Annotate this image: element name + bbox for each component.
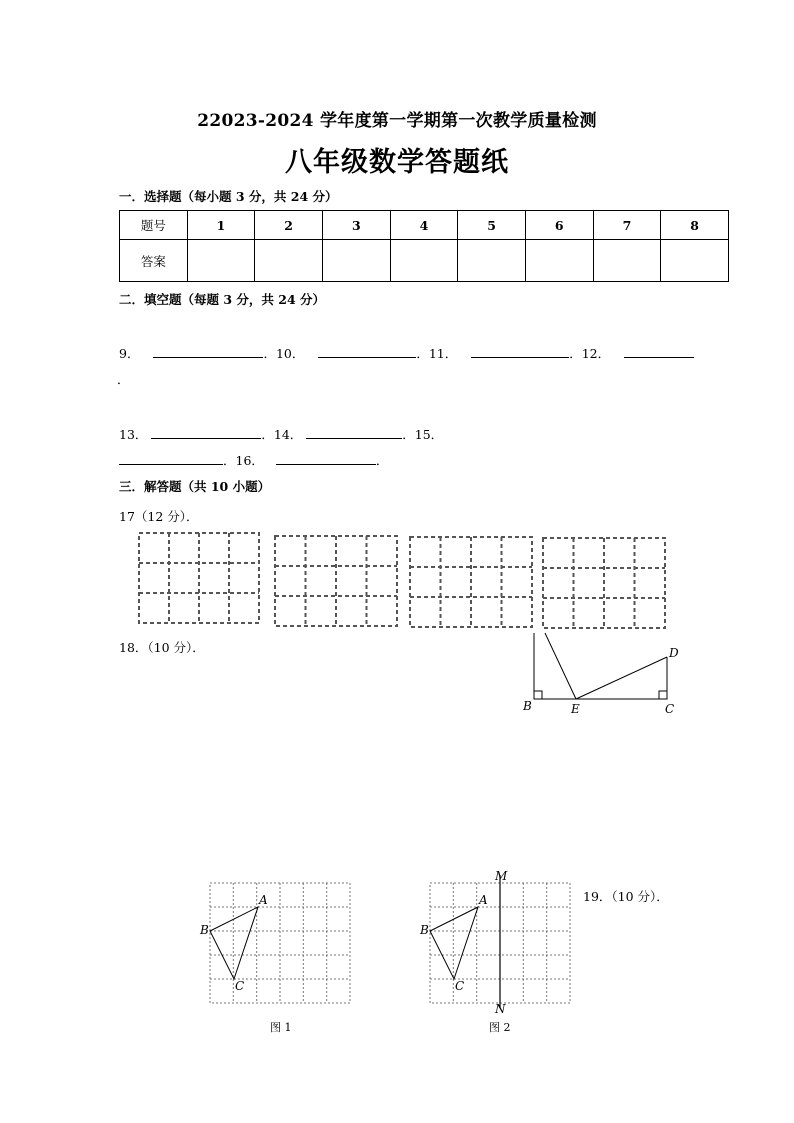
point-e-label: E bbox=[571, 702, 580, 716]
q12-trailing-period: ． bbox=[117, 372, 130, 387]
q9-blank[interactable] bbox=[153, 345, 263, 358]
question-number: 7 bbox=[593, 211, 661, 240]
point-c-label: C bbox=[665, 702, 675, 716]
question-number: 6 bbox=[525, 211, 593, 240]
triangle-abc bbox=[430, 907, 478, 979]
point-d-label: D bbox=[669, 646, 679, 660]
row-label-question-number: 题号 bbox=[120, 211, 188, 240]
fig2-point-c-label: C bbox=[455, 979, 465, 993]
fill-blank-line-2 bbox=[119, 425, 443, 443]
q11-blank[interactable] bbox=[471, 345, 569, 358]
row-label-answer: 答案 bbox=[120, 240, 188, 282]
q18-label: 18．（10 分）． bbox=[119, 640, 205, 655]
q17-label: 17（12 分）． bbox=[119, 509, 199, 524]
q9-label: 9． bbox=[119, 346, 140, 361]
q16-label: ．16． bbox=[223, 453, 264, 468]
q19-figure-2 bbox=[425, 872, 575, 1012]
triangle-abc bbox=[210, 907, 258, 979]
fill-blank-line-1 bbox=[119, 344, 694, 362]
q13-blank[interactable] bbox=[151, 426, 261, 439]
answer-sheet-title: 八年级数学答题纸 bbox=[285, 147, 509, 178]
q19-label: 19．（10 分）． bbox=[583, 889, 669, 904]
q14-blank[interactable] bbox=[306, 426, 402, 439]
q10-label: ．10． bbox=[263, 346, 305, 361]
fig1-point-a-label: A bbox=[259, 893, 268, 907]
question-number: 4 bbox=[390, 211, 458, 240]
q16-blank[interactable] bbox=[276, 452, 376, 465]
question-number: 1 bbox=[187, 211, 255, 240]
answer-cell[interactable] bbox=[255, 240, 323, 282]
answer-cell[interactable] bbox=[187, 240, 255, 282]
q16-end: ． bbox=[375, 453, 389, 468]
answer-cell[interactable] bbox=[322, 240, 390, 282]
fig2-point-a-label: A bbox=[479, 893, 488, 907]
section1-heading: 一．选择题（每小题 3 分，共 24 分） bbox=[119, 189, 338, 204]
figure-1-caption: 图 1 bbox=[270, 1021, 292, 1034]
question-number: 3 bbox=[322, 211, 390, 240]
answer-cell[interactable] bbox=[390, 240, 458, 282]
point-b-label: B bbox=[523, 699, 532, 713]
answer-cell[interactable] bbox=[593, 240, 661, 282]
section3-heading: 三．解答题（共 10 小题） bbox=[119, 479, 271, 494]
answer-cell[interactable] bbox=[525, 240, 593, 282]
q18-figure bbox=[515, 630, 685, 720]
question-number-row bbox=[120, 211, 729, 240]
answer-cell[interactable] bbox=[661, 240, 729, 282]
question-number: 5 bbox=[458, 211, 526, 240]
fig1-point-c-label: C bbox=[235, 979, 245, 993]
q13-label: 13． bbox=[119, 427, 148, 442]
q19-figure-1 bbox=[205, 878, 355, 1008]
answer-cell[interactable] bbox=[458, 240, 526, 282]
fig2-point-b-label: B bbox=[420, 923, 429, 937]
figure-2-caption: 图 2 bbox=[489, 1021, 511, 1034]
q12-label: ．12． bbox=[569, 346, 611, 361]
question-number: 8 bbox=[661, 211, 729, 240]
q11-label: ．11． bbox=[416, 346, 458, 361]
answer-row bbox=[120, 240, 729, 282]
question-number: 2 bbox=[255, 211, 323, 240]
q10-blank[interactable] bbox=[318, 345, 416, 358]
point-m-label: M bbox=[495, 869, 508, 883]
exam-title: 22023-2024 学年度第一学期第一次教学质量检测 bbox=[197, 111, 597, 131]
fill-blank-line-3 bbox=[119, 451, 388, 469]
fig1-point-b-label: B bbox=[200, 923, 209, 937]
q15-blank[interactable] bbox=[119, 452, 223, 465]
q14-label: ．14． bbox=[261, 427, 303, 442]
q12-blank[interactable] bbox=[624, 345, 694, 358]
q17-drawing-grids bbox=[130, 528, 675, 633]
section2-heading: 二．填空题（每题 3 分，共 24 分） bbox=[119, 292, 326, 307]
point-n-label: N bbox=[495, 1002, 506, 1016]
choice-answer-table bbox=[119, 210, 729, 282]
q15-label: ．15． bbox=[402, 427, 444, 442]
